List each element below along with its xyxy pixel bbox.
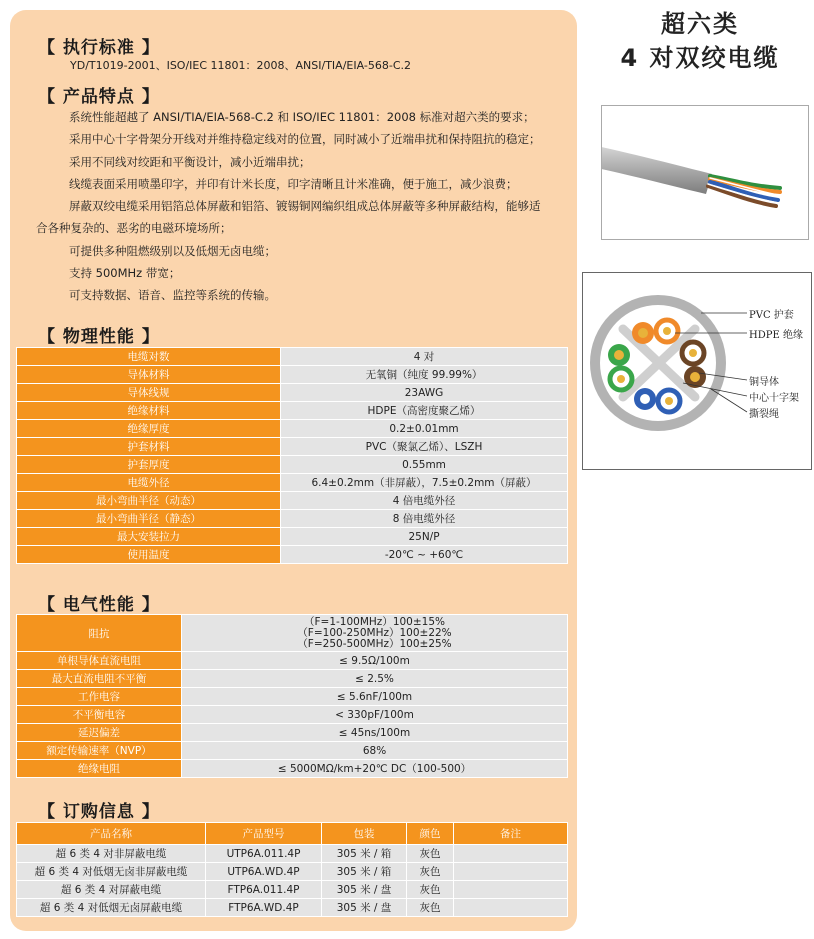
- table-cell: UTP6A.011.4P: [206, 845, 322, 863]
- table-cell: 超 6 类 4 对低烟无卤非屏蔽电缆: [17, 863, 206, 881]
- spec-value: ≤ 2.5%: [182, 670, 568, 688]
- spec-key: 绝缘材料: [17, 402, 281, 420]
- physical-table: [16, 347, 568, 564]
- table-row: [17, 384, 568, 402]
- spec-key: 最大安装拉力: [17, 528, 281, 546]
- label-ripcord: 撕裂绳: [749, 409, 779, 420]
- table-row: [17, 438, 568, 456]
- column-header: 产品型号: [206, 823, 322, 845]
- spec-value: ≤ 9.5Ω/100m: [182, 652, 568, 670]
- feature-item: 系统性能超越了 ANSI/TIA/EIA-568-C.2 和 ISO/IEC 11801：2008 标准对超六类的要求；: [69, 110, 535, 124]
- table-row: [17, 760, 568, 778]
- spec-value: 0.55mm: [281, 456, 568, 474]
- table-row: [17, 528, 568, 546]
- impedance-line: （F=250-500MHz）100±25%: [297, 637, 452, 650]
- table-row: [17, 366, 568, 384]
- spec-key: 最大直流电阻不平衡: [17, 670, 182, 688]
- column-header: 包装: [322, 823, 407, 845]
- spec-key: 阻抗: [17, 615, 182, 652]
- spec-key: 最小弯曲半径（静态）: [17, 510, 281, 528]
- heading-physical: 【 物理性能 】: [38, 327, 160, 347]
- table-row: [17, 706, 568, 724]
- spec-key: 电缆对数: [17, 348, 281, 366]
- column-header: 备注: [454, 823, 568, 845]
- spec-key: 绝缘厚度: [17, 420, 281, 438]
- spec-value: HDPE（高密度聚乙烯）: [281, 402, 568, 420]
- spec-key: 护套厚度: [17, 456, 281, 474]
- table-cell: 灰色: [407, 899, 454, 917]
- table-cell: 305 米 / 箱: [322, 863, 407, 881]
- spec-value: ≤ 45ns/100m: [182, 724, 568, 742]
- spec-value: 6.4±0.2mm（非屏蔽），7.5±0.2mm（屏蔽）: [281, 474, 568, 492]
- spec-key: 不平衡电容: [17, 706, 182, 724]
- spec-value: ≤ 5000MΩ/km+20℃ DC（100-500）: [182, 760, 568, 778]
- spec-value: 8 倍电缆外径: [281, 510, 568, 528]
- table-cell: 超 6 类 4 对屏蔽电缆: [17, 881, 206, 899]
- spec-value: 4 倍电缆外径: [281, 492, 568, 510]
- table-cell: 305 米 / 盘: [322, 881, 407, 899]
- table-cell: FTP6A.WD.4P: [206, 899, 322, 917]
- table-cell: 灰色: [407, 881, 454, 899]
- order-table: [16, 822, 568, 917]
- heading-features: 【 产品特点 】: [38, 87, 160, 107]
- label-spline: 中心十字架: [749, 393, 799, 404]
- table-row: [17, 510, 568, 528]
- cable-cross-section: [582, 272, 812, 470]
- table-cell: [454, 863, 568, 881]
- feature-item: 采用不同线对绞距和平衡设计，减小近端串扰；: [69, 154, 311, 169]
- impedance-values: [182, 615, 568, 652]
- table-cell: 超 6 类 4 对低烟无卤屏蔽电缆: [17, 899, 206, 917]
- heading-ordering: 【 订购信息 】: [38, 802, 160, 822]
- impedance-line: （F=100-250MHz）100±22%: [297, 626, 452, 639]
- spec-value: 23AWG: [281, 384, 568, 402]
- feature-item: 采用中心十字骨架分开线对并维持稳定线对的位置，同时减小了近端串扰和保持阻抗的稳定；: [69, 132, 541, 147]
- table-row: [17, 881, 568, 899]
- feature-item: 可支持数据、语音、监控等系统的传输。: [69, 288, 276, 303]
- spec-value: PVC（聚氯乙烯）、LSZH: [281, 438, 568, 456]
- table-row: [17, 863, 568, 881]
- table-cell: [454, 845, 568, 863]
- heading-electrical: 【 电气性能 】: [38, 595, 160, 615]
- spec-value: -20℃ ~ +60℃: [281, 546, 568, 564]
- table-cell: 灰色: [407, 863, 454, 881]
- table-row: [17, 348, 568, 366]
- table-row: [17, 402, 568, 420]
- label-insulation: HDPE 绝缘: [749, 330, 803, 341]
- table-cell: 灰色: [407, 845, 454, 863]
- table-row: [17, 456, 568, 474]
- table-header-row: [17, 823, 568, 845]
- spec-key: 最小弯曲半径（动态）: [17, 492, 281, 510]
- spec-key: 导体线规: [17, 384, 281, 402]
- spec-key: 延迟偏差: [17, 724, 182, 742]
- table-row: [17, 474, 568, 492]
- table-cell: 305 米 / 盘: [322, 899, 407, 917]
- spec-value: 0.2±0.01mm: [281, 420, 568, 438]
- table-cell: FTP6A.011.4P: [206, 881, 322, 899]
- spec-key: 电缆外径: [17, 474, 281, 492]
- table-row: [17, 845, 568, 863]
- table-cell: UTP6A.WD.4P: [206, 863, 322, 881]
- feature-item: 屏蔽双绞电缆采用铝箔总体屏蔽和铝箔、镀锡铜网编织组成总体屏蔽等多种屏蔽结构，能够适合各种复杂的、恶劣的电磁环境场所；: [36, 199, 541, 236]
- table-row: [17, 492, 568, 510]
- spec-key: 导体材料: [17, 366, 281, 384]
- label-conductor: 铜导体: [749, 377, 779, 388]
- heading-standard: 【 执行标准 】: [38, 38, 160, 58]
- column-header: 颜色: [407, 823, 454, 845]
- table-row: [17, 670, 568, 688]
- table-row: [17, 652, 568, 670]
- table-cell: [454, 899, 568, 917]
- table-row: [17, 546, 568, 564]
- spec-value: 无氧铜（纯度 99.99%）: [281, 366, 568, 384]
- feature-item: 线缆表面采用喷墨印字，并印有计米长度，印字清晰且计米准确，便于施工，减少浪费；: [69, 176, 518, 191]
- table-row: [17, 724, 568, 742]
- spec-value: 4 对: [281, 348, 568, 366]
- electrical-table: [16, 614, 568, 778]
- standard-text: YD/T1019-2001、ISO/IEC 11801：2008、ANSI/TIA/EIA-568-C.2: [70, 59, 411, 72]
- table-cell: [454, 881, 568, 899]
- spec-key: 绝缘电阻: [17, 760, 182, 778]
- table-row: [17, 742, 568, 760]
- table-row: [17, 899, 568, 917]
- spec-value: ≤ 5.6nF/100m: [182, 688, 568, 706]
- spec-value: < 330pF/100m: [182, 706, 568, 724]
- table-row: [17, 615, 568, 652]
- spec-key: 额定传输速率（NVP）: [17, 742, 182, 760]
- spec-key: 使用温度: [17, 546, 281, 564]
- cable-photo: [601, 105, 809, 240]
- table-cell: 超 6 类 4 对非屏蔽电缆: [17, 845, 206, 863]
- label-jacket: PVC 护套: [749, 310, 794, 321]
- product-title-line1: 超六类: [661, 10, 739, 38]
- table-cell: 305 米 / 箱: [322, 845, 407, 863]
- spec-key: 单根导体直流电阻: [17, 652, 182, 670]
- table-row: [17, 420, 568, 438]
- feature-item: 可提供多种阻燃级别以及低烟无卤电缆；: [69, 243, 276, 258]
- table-row: [17, 688, 568, 706]
- features-list: [36, 106, 551, 307]
- impedance-line: （F=1-100MHz）100±15%: [304, 615, 445, 628]
- spec-value: 25N/P: [281, 528, 568, 546]
- spec-key: 护套材料: [17, 438, 281, 456]
- spec-value: 68%: [182, 742, 568, 760]
- feature-item: 支持 500MHz 带宽；: [69, 266, 181, 281]
- spec-key: 工作电容: [17, 688, 182, 706]
- product-title-line2: 4 对双绞电缆: [620, 44, 780, 72]
- column-header: 产品名称: [17, 823, 206, 845]
